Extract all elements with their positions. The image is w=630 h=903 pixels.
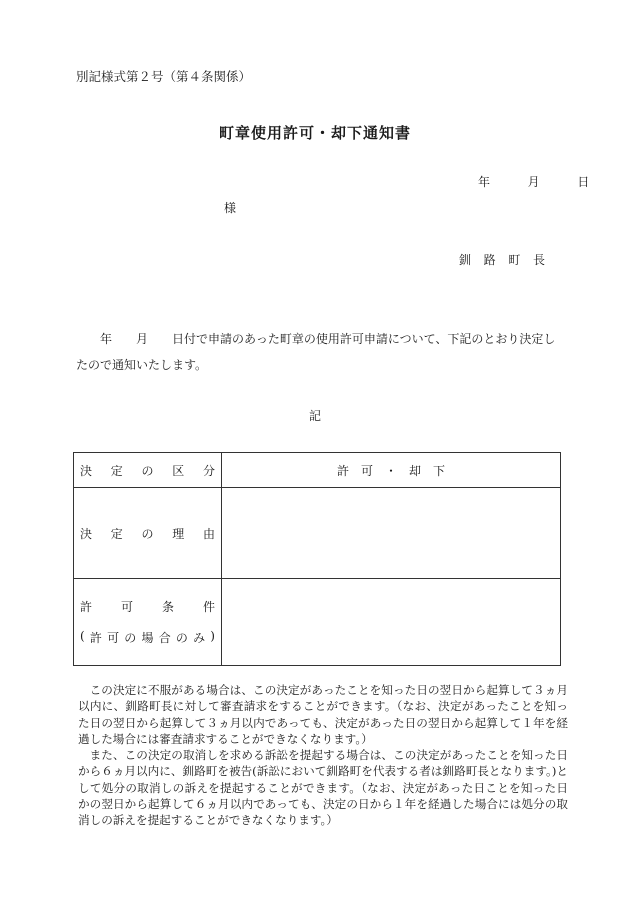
label-char: み [193, 631, 206, 645]
label-char: 場 [141, 631, 154, 645]
label-char: 決 [80, 463, 93, 478]
label-char: 件 [202, 600, 215, 614]
body-line-1: 年 月 日付で申請のあった町章の使用許可申請について、下記のとおり決定し [100, 332, 556, 346]
notes-paragraph-2: また、この決定の取消しを求める訴訟を提起する場合は、この決定があったことを知った日から６ヵ月以内に、釧路町を被告(訴訟において釧路町を代表する者は釧路町長となります。)として処分の取消しの訴えを提起することができます。（なお、決定があった日ことを知った日かの翌日から起算して６ヵ月以内であっても、決定の日から１年を経過した場合には処分の取消しの訴えを提起することができなくなります。） [78, 748, 568, 828]
label-char: 可 [120, 600, 133, 614]
decision-reason-value [222, 488, 561, 579]
body-line-2: たので通知いたします。 [76, 358, 208, 372]
ki-heading: 記 [308, 409, 321, 423]
sender-title [459, 251, 545, 268]
label-char: 決 [80, 526, 93, 541]
decision-table [73, 452, 561, 666]
document-title: 町章使用許可・却下通知書 [218, 124, 411, 142]
label-char: 理 [172, 526, 185, 541]
table-row-decision-reason [74, 488, 561, 579]
label-char: ( [80, 629, 85, 643]
appeal-notes [78, 682, 568, 829]
label-char: の [141, 526, 154, 541]
decision-type-value: 許 可 ・ 却 下 [222, 453, 561, 488]
label-char: 条 [161, 600, 174, 614]
label-char: 許 [80, 600, 93, 614]
label-char: 合 [158, 631, 171, 645]
sender-char: 町 [508, 253, 521, 267]
label-char: 定 [110, 526, 123, 541]
sender-char: 路 [483, 253, 496, 267]
permit-conditions-label [74, 579, 222, 666]
decision-type-label [74, 453, 222, 488]
label-char: の [175, 631, 188, 645]
notification-body [76, 326, 568, 378]
sender-char: 長 [532, 253, 545, 267]
label-char: ) [210, 629, 215, 643]
sender-char: 釧 [459, 253, 472, 267]
label-char: 可 [107, 631, 120, 645]
decision-reason-label [74, 488, 222, 579]
label-char: の [141, 463, 154, 478]
date-month-label: 月 [527, 175, 540, 189]
notes-paragraph-1: この決定に不服がある場合は、この決定があったことを知った日の翌日から起算して３ヵ月以内に、釧路町長に対して審査請求をすることができます。（なお、決定があったことを知った日の翌日から起算して３ヵ月以内であっても、決定があった日の翌日から起算して１年を経過した場合には審査請求することができなくなります。） [78, 683, 568, 746]
label-char: の [124, 631, 137, 645]
permit-conditions-value [222, 579, 561, 666]
label-char: 区 [172, 463, 185, 478]
addressee-suffix: 様 [224, 201, 237, 215]
table-row-permit-conditions [74, 579, 561, 666]
date-line [478, 173, 589, 190]
form-number: 別記様式第２号（第４条関係） [76, 69, 252, 84]
date-day-label: 日 [577, 175, 590, 189]
label-char: 分 [202, 463, 215, 478]
label-char: 定 [110, 463, 123, 478]
label-char: 許 [89, 631, 102, 645]
table-row-decision-type [74, 453, 561, 488]
label-char: 由 [202, 526, 215, 541]
date-year-label: 年 [478, 175, 491, 189]
